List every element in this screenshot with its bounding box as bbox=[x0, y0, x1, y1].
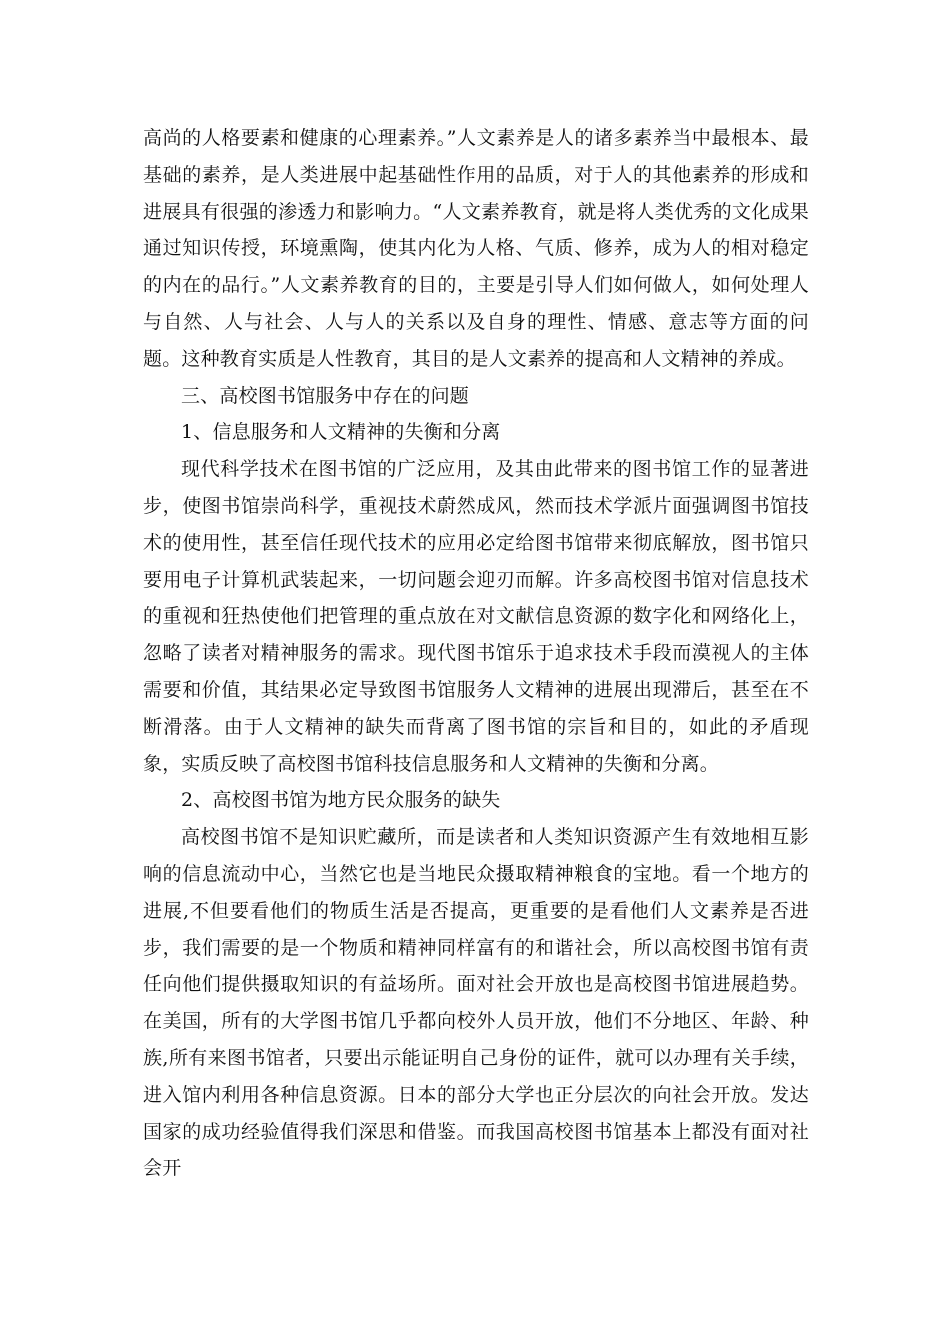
subsection-heading: 2、高校图书馆为地方民众服务的缺失 bbox=[181, 789, 501, 812]
subsection-heading: 1、信息服务和人文精神的失衡和分离 bbox=[181, 421, 501, 444]
section-heading: 三、高校图书馆服务中存在的问题 bbox=[181, 384, 470, 407]
document-page bbox=[143, 120, 809, 1187]
body-paragraph: 现代科学技术在图书馆的广泛应用，及其由此带来的图书馆工作的显著进步，使图书馆崇尚科学，重视技术蔚然成风，然而技术学派片面强调图书馆技术的使用性，甚至信任现代技术的应用必定给图书馆带来彻底解放，图书馆只要用电子计算机武装起来，一切问题会迎刃而解。许多高校图书馆对信息技术的重视和狂热使他们把管理的重点放在对文献信息资源的数字化和网络化上，忽略了读者对精神服务的需求。现代图书馆乐于追求技术手段而漠视人的主体需要和价值，其结果必定导致图书馆服务人文精神的进展出现滞后，甚至在不断滑落。由于人文精神的缺失而背离了图书馆的宗旨和目的，如此的矛盾现象，实质反映了高校图书馆科技信息服务和人文精神的失衡和分离。 bbox=[143, 458, 809, 775]
body-paragraph: 高尚的人格要素和健康的心理素养。”人文素养是人的诸多素养当中最根本、最基础的素养，是人类进展中起基础性作用的品质，对于人的其他素养的形成和进展具有很强的渗透力和影响力。“人文素养教育，就是将人类优秀的文化成果通过知识传授，环境熏陶，使其内化为人格、气质、修养，成为人的相对稳定的内在的品行。”人文素养教育的目的，主要是引导人们如何做人，如何处理人与自然、人与社会、人与人的关系以及自身的理性、情感、意志等方面的问题。这种教育实质是人性教育，其目的是人文素养的提高和人文精神的养成。 bbox=[143, 127, 809, 370]
body-paragraph: 高校图书馆不是知识贮藏所，而是读者和人类知识资源产生有效地相互影响的信息流动中心，当然它也是当地民众摄取精神粮食的宝地。看一个地方的进展,不但要看他们的物质生活是否提高，更重要的是看他们人文素养是否进步，我们需要的是一个物质和精神同样富有的和谐社会，所以高校图书馆有责任向他们提供摄取知识的有益场所。面对社会开放也是高校图书馆进展趋势。在美国，所有的大学图书馆几乎都向校外人员开放，他们不分地区、年龄、种族,所有来图书馆者，只要出示能证明自己身份的证件，就可以办理有关手续，进入馆内利用各种信息资源。日本的部分大学也正分层次的向社会开放。发达国家的成功经验值得我们深思和借鉴。而我国高校图书馆基本上都没有面对社会开 bbox=[143, 826, 809, 1180]
